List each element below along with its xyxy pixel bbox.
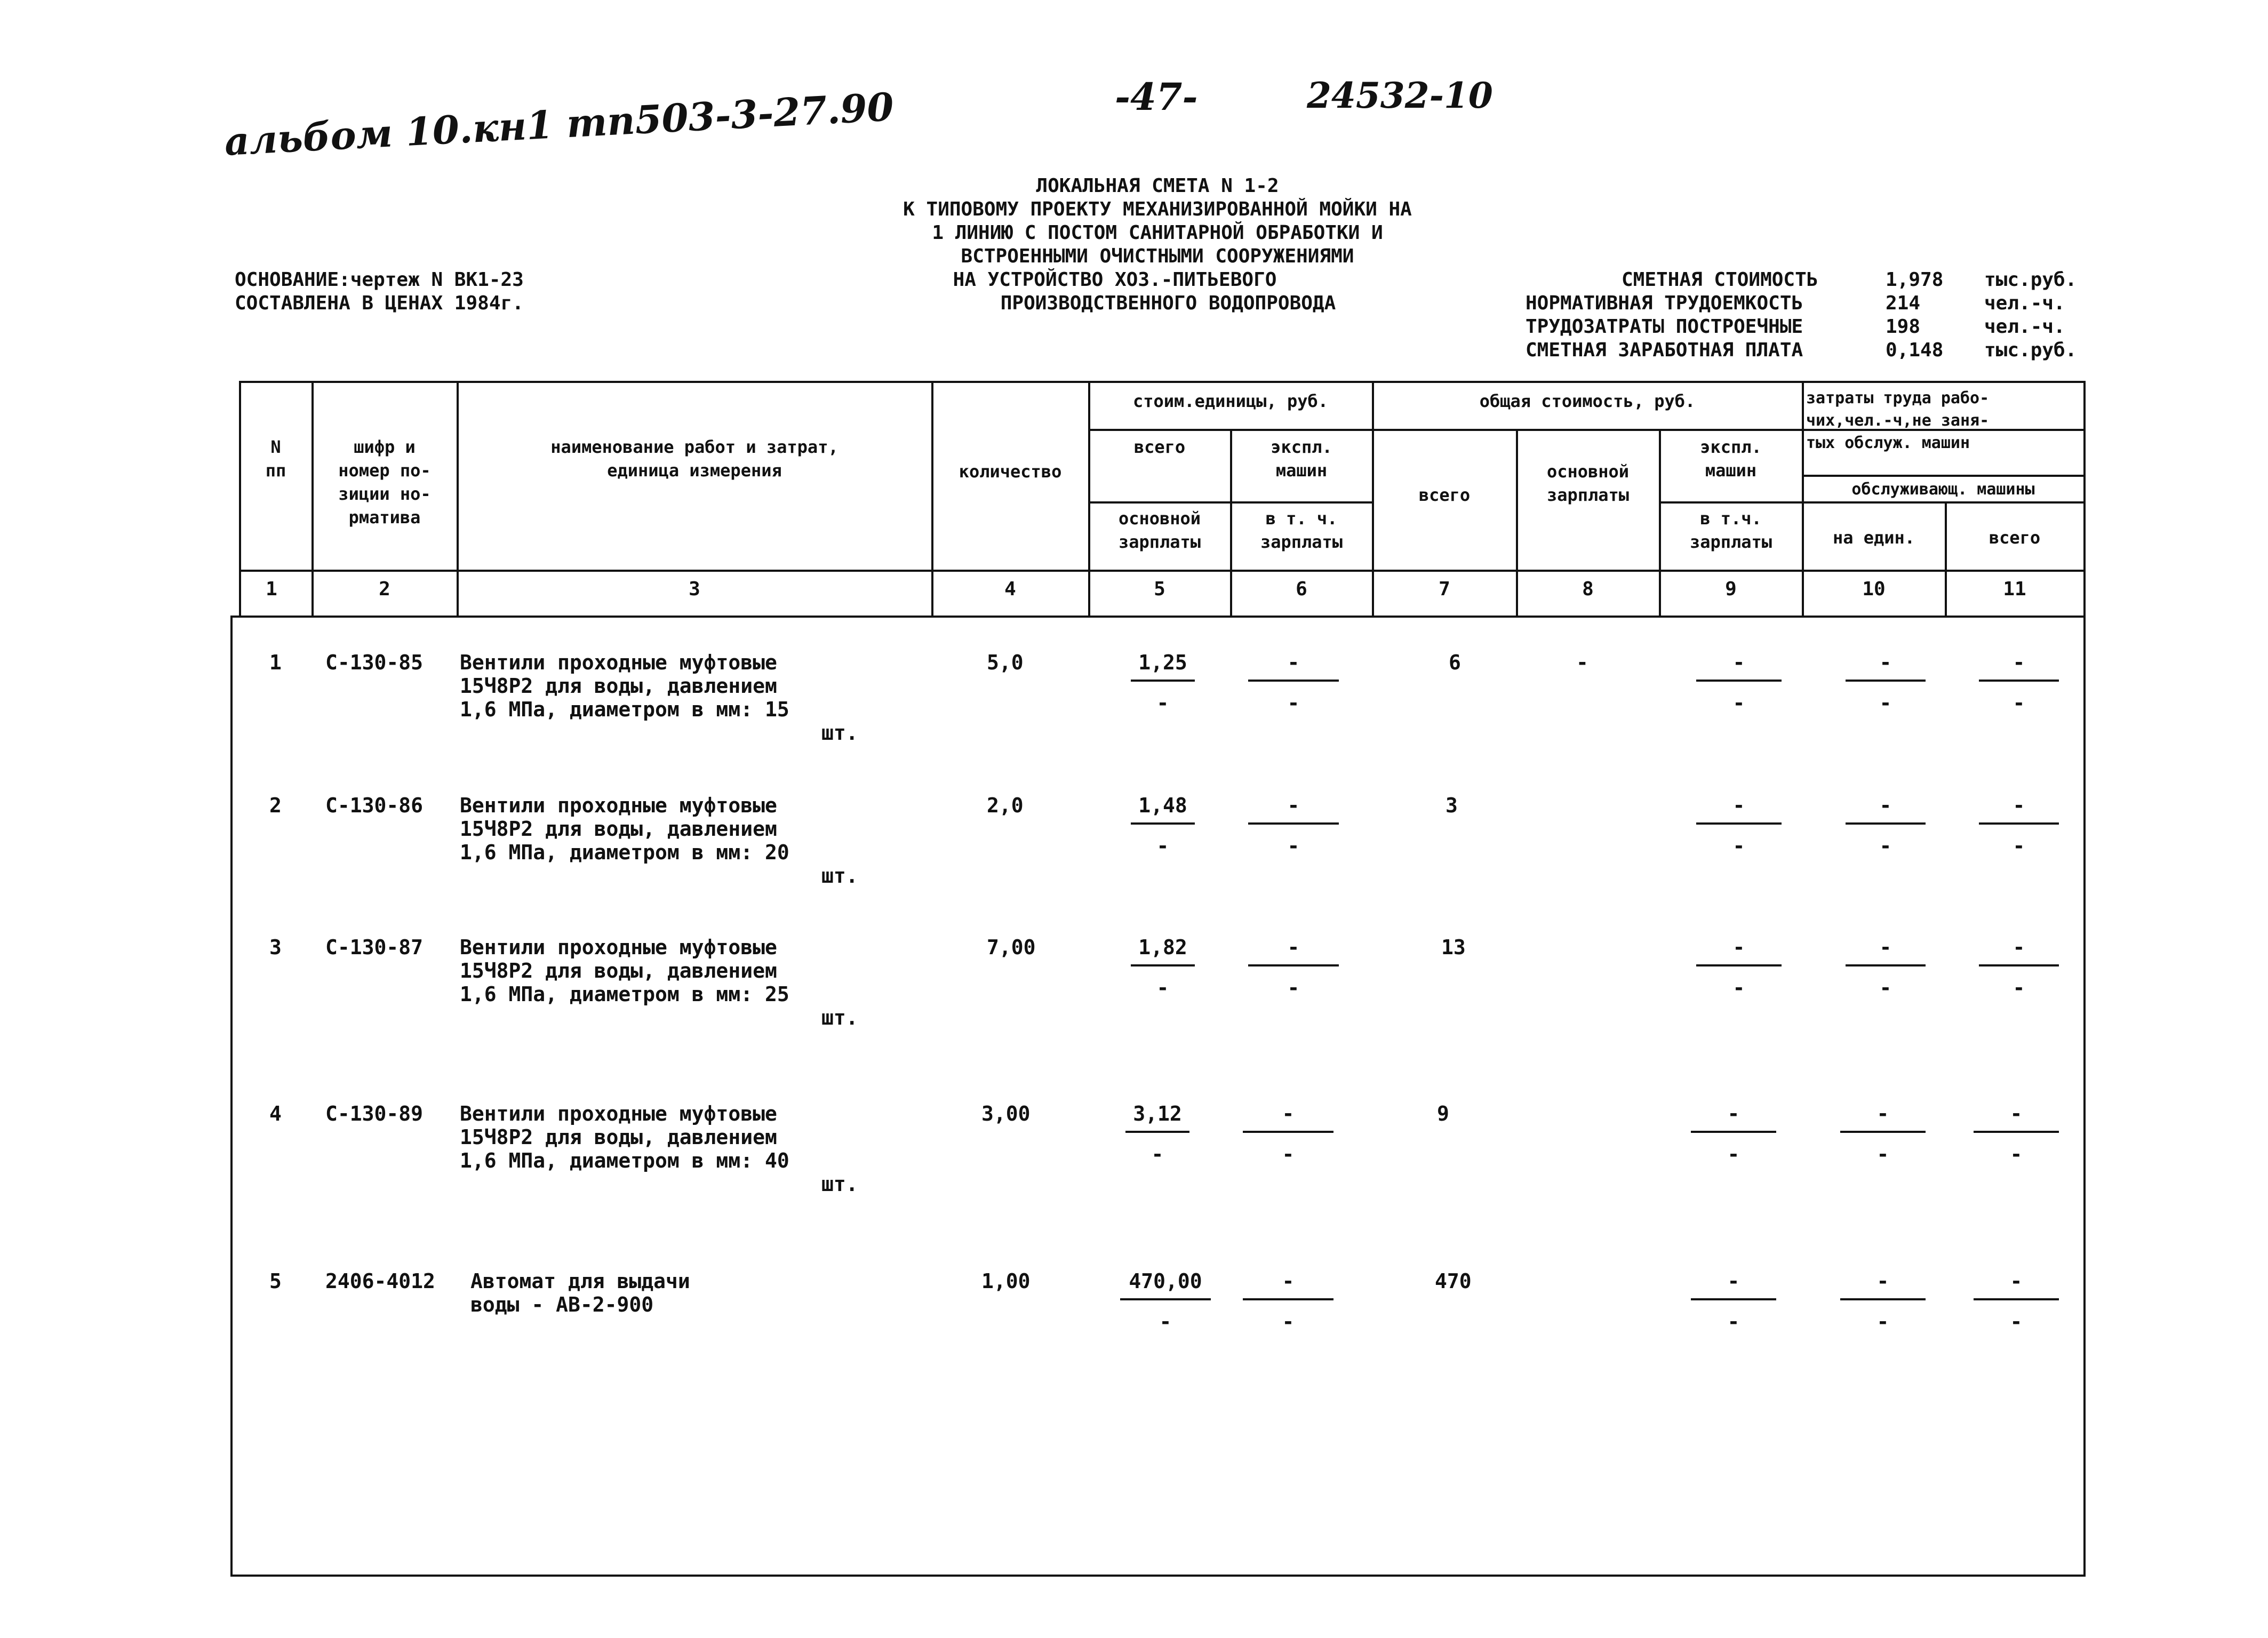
header-total-base-wage: основной зарплаты (1546, 461, 1630, 505)
row-labor-total (1979, 651, 2059, 717)
header-unit-cost-group: стоим.единицы, руб. (1132, 391, 1329, 411)
column-number: 9 (1725, 578, 1737, 600)
total-machine-wage-value: - (1727, 1142, 1740, 1166)
unit-machine-wage-value: - (1287, 976, 1300, 1000)
row-total-all: 9 (1437, 1102, 1449, 1125)
row-name-line: Автомат для выдачи (470, 1269, 690, 1293)
labor-total-value: - (2010, 1269, 2023, 1293)
unit-machine-value: - (1282, 1269, 1295, 1293)
total-machine-value: - (1727, 1102, 1740, 1125)
row-qty: 5,0 (987, 651, 1024, 674)
title-line-2: К ТИПОВОМУ ПРОЕКТУ МЕХАНИЗИРОВАННОЙ МОЙКИ НА (903, 198, 1412, 220)
total-machine-wage-value: - (1727, 1310, 1740, 1333)
row-name-line: 15Ч8Р2 для воды, давлением (460, 817, 777, 841)
row-labor-unit (1840, 1102, 1926, 1168)
row-name-line: 1,6 МПа, диаметром в мм: 20 (460, 841, 789, 864)
unit-base-wage-value: - (1151, 1142, 1164, 1166)
header-labor-total: всего (1989, 528, 2041, 548)
album-annotation: альбом 10.кн1 тп503-3-27.90 (223, 84, 895, 164)
labor-total-value: - (2013, 794, 2025, 817)
labor-unit-service-value: - (1876, 1142, 1889, 1166)
header-unit-base-wage: основной зарплаты (1118, 508, 1201, 552)
unit-total-value: 1,25 (1138, 651, 1187, 674)
unit-base-wage-value: - (1159, 1310, 1172, 1333)
header-divider (1802, 475, 2083, 477)
header-unit-total: всего (1133, 437, 1186, 457)
row-unit-cost (1131, 651, 1195, 717)
labor-unit-value: - (1876, 1102, 1889, 1125)
unit-machine-value: - (1287, 651, 1300, 674)
labor-unit-service-value: - (1879, 976, 1892, 1000)
summary-label: СМЕТНАЯ СТОИМОСТЬ (1622, 269, 1818, 291)
row-code: С-130-87 (325, 936, 424, 959)
row-unit-machine (1248, 651, 1339, 717)
unit-total-value: 1,82 (1138, 936, 1187, 959)
unit-total-value: 1,48 (1138, 794, 1187, 817)
labor-unit-service-value: - (1879, 691, 1892, 715)
header-labor-service: обслуживающ. машины (1851, 480, 2035, 499)
row-n: 3 (269, 936, 282, 959)
header-unit-machine-wage: в т. ч. зарплаты (1260, 508, 1343, 552)
row-code: С-130-85 (325, 651, 424, 674)
unit-base-wage-value: - (1156, 976, 1169, 1000)
unit-total-value: 470,00 (1129, 1269, 1202, 1293)
table-row (0, 1269, 2268, 1376)
colnum-bottom (230, 616, 2083, 618)
row-labor-unit (1846, 936, 1926, 1002)
column-number: 3 (689, 578, 700, 600)
header-labor-group: затраты труда рабо- чих,чел.-ч,не заня- тых обслуж. машин (1806, 389, 1990, 452)
labor-unit-value: - (1879, 936, 1892, 959)
row-name-line: 1,6 МПа, диаметром в мм: 25 (460, 982, 789, 1006)
column-number: 4 (1004, 578, 1016, 600)
row-code: С-130-86 (325, 794, 424, 817)
row-qty: 3,00 (981, 1102, 1031, 1125)
header-code: шифр и номер по- зиции но- рматива (338, 437, 431, 528)
total-machine-wage-value: - (1732, 834, 1745, 858)
row-labor-total (1974, 1269, 2059, 1336)
summary-value: 198 (1886, 316, 1921, 338)
summary-unit: тыс.руб. (1984, 339, 2077, 361)
header-qty: количество (959, 461, 1062, 482)
header-divider (1659, 501, 2083, 504)
summary-unit: чел.-ч. (1984, 316, 2065, 338)
table-border-left-lower (230, 616, 233, 1576)
total-machine-value: - (1727, 1269, 1740, 1293)
summary-value: 0,148 (1886, 339, 1944, 361)
basis-drawing: ОСНОВАНИЕ:чертеж N ВК1-23 (235, 269, 524, 291)
row-total-base-wage: - (1576, 651, 1588, 674)
row-name-line: 1,6 МПа, диаметром в мм: 40 (460, 1149, 789, 1172)
title-line-3: 1 ЛИНИЮ С ПОСТОМ САНИТАРНОЙ ОБРАБОТКИ И (932, 222, 1383, 244)
column-number: 8 (1582, 578, 1594, 600)
document-number: 24532-10 (1307, 75, 1493, 116)
column-number: 2 (379, 578, 390, 600)
unit-machine-value: - (1282, 1102, 1295, 1125)
total-machine-wage-value: - (1732, 691, 1745, 715)
labor-unit-value: - (1879, 651, 1892, 674)
unit-base-wage-value: - (1156, 691, 1169, 715)
labor-total-value: - (2013, 936, 2025, 959)
header-total-cost-group: общая стоимость, руб. (1479, 391, 1696, 411)
row-labor-unit (1840, 1269, 1926, 1336)
summary-unit: чел.-ч. (1984, 292, 2065, 314)
row-name-line: Вентили проходные муфтовые (460, 794, 777, 817)
row-name-line: 15Ч8Р2 для воды, давлением (460, 674, 777, 698)
header-unit-machine: экспл. машин (1271, 437, 1332, 481)
row-n: 4 (269, 1102, 282, 1125)
row-total-all: 6 (1449, 651, 1461, 674)
labor-total-value: - (2010, 1102, 2023, 1125)
row-code: 2406-4012 (325, 1269, 435, 1293)
row-name-line: 15Ч8Р2 для воды, давлением (460, 1125, 777, 1149)
total-machine-value: - (1732, 651, 1745, 674)
title-line-1: ЛОКАЛЬНАЯ СМЕТА N 1-2 (1036, 175, 1279, 197)
page-number: -47- (1115, 75, 1198, 119)
row-labor-total (1979, 936, 2059, 1002)
row-name-line: Вентили проходные муфтовые (460, 651, 777, 674)
row-total-machine (1691, 1102, 1776, 1168)
labor-total-service-value: - (2013, 976, 2025, 1000)
table-row (0, 936, 2268, 1042)
labor-total-service-value: - (2010, 1310, 2023, 1333)
row-unit: шт. (821, 1172, 858, 1196)
row-labor-unit (1846, 794, 1926, 860)
unit-machine-wage-value: - (1282, 1142, 1295, 1166)
row-n: 5 (269, 1269, 282, 1293)
row-labor-total (1979, 794, 2059, 860)
row-name-line: 1,6 МПа, диаметром в мм: 15 (460, 698, 789, 721)
unit-machine-value: - (1287, 794, 1300, 817)
row-labor-total (1974, 1102, 2059, 1168)
summary-label: ТРУДОЗАТРАТЫ ПОСТРОЕЧНЫЕ (1526, 316, 1803, 338)
row-unit: шт. (821, 1006, 858, 1029)
header-n: N пп (265, 437, 286, 481)
unit-machine-wage-value: - (1287, 834, 1300, 858)
labor-unit-value: - (1876, 1269, 1889, 1293)
row-n: 1 (269, 651, 282, 674)
header-total-all: всего (1418, 485, 1471, 505)
total-machine-wage-value: - (1732, 976, 1745, 1000)
summary-value: 1,978 (1886, 269, 1944, 291)
row-unit: шт. (821, 721, 858, 745)
labor-total-value: - (2013, 651, 2025, 674)
column-number: 10 (1862, 578, 1886, 600)
row-unit: шт. (821, 864, 858, 888)
table-row (0, 1102, 2268, 1209)
row-total-machine (1691, 1269, 1776, 1336)
row-qty: 1,00 (981, 1269, 1031, 1293)
basis-prices: СОСТАВЛЕНА В ЦЕНАХ 1984г. (235, 292, 524, 314)
summary-unit: тыс.руб. (1984, 269, 2077, 291)
row-unit-machine (1248, 936, 1339, 1002)
row-unit-cost (1131, 936, 1195, 1002)
header-total-machine: экспл. машин (1700, 437, 1762, 481)
total-machine-value: - (1732, 936, 1745, 959)
title-line-6: ПРОИЗВОДСТВЕННОГО ВОДОПРОВОДА (1000, 292, 1336, 314)
unit-total-value: 3,12 (1133, 1102, 1182, 1125)
row-total-machine (1696, 651, 1782, 717)
row-code: С-130-89 (325, 1102, 424, 1125)
summary-label: СМЕТНАЯ ЗАРАБОТНАЯ ПЛАТА (1526, 339, 1803, 361)
column-number: 5 (1154, 578, 1165, 600)
total-machine-value: - (1732, 794, 1745, 817)
row-name-line: Вентили проходные муфтовые (460, 1102, 777, 1125)
summary-label: НОРМАТИВНАЯ ТРУДОЕМКОСТЬ (1526, 292, 1803, 314)
row-n: 2 (269, 794, 282, 817)
title-line-4: ВСТРОЕННЫМИ ОЧИСТНЫМИ СООРУЖЕНИЯМИ (961, 245, 1354, 267)
labor-total-service-value: - (2013, 834, 2025, 858)
column-number: 11 (2003, 578, 2026, 600)
unit-machine-wage-value: - (1282, 1310, 1295, 1333)
row-name-line: воды - АВ-2-900 (470, 1293, 654, 1316)
row-qty: 7,00 (987, 936, 1036, 959)
table-row (0, 651, 2268, 757)
row-unit-machine (1248, 794, 1339, 860)
column-number: 7 (1439, 578, 1450, 600)
labor-unit-service-value: - (1879, 834, 1892, 858)
row-name-line: Вентили проходные муфтовые (460, 936, 777, 959)
unit-machine-value: - (1287, 936, 1300, 959)
column-number: 1 (266, 578, 277, 600)
row-total-all: 13 (1441, 936, 1466, 959)
labor-total-service-value: - (2013, 691, 2025, 715)
labor-total-service-value: - (2010, 1142, 2023, 1166)
table-border-top (239, 381, 2086, 383)
labor-unit-service-value: - (1876, 1310, 1889, 1333)
header-labor-per-unit: на един. (1832, 528, 1915, 548)
unit-machine-wage-value: - (1287, 691, 1300, 715)
row-total-machine (1696, 794, 1782, 860)
row-name-line: 15Ч8Р2 для воды, давлением (460, 959, 777, 982)
unit-base-wage-value: - (1156, 834, 1169, 858)
row-total-all: 3 (1446, 794, 1458, 817)
summary-value: 214 (1886, 292, 1921, 314)
row-unit-machine (1243, 1269, 1333, 1336)
labor-unit-value: - (1879, 794, 1892, 817)
header-total-machine-wage: в т.ч. зарплаты (1689, 508, 1772, 552)
row-total-all: 470 (1435, 1269, 1472, 1293)
row-unit-cost (1131, 794, 1195, 860)
row-unit-cost (1120, 1269, 1211, 1336)
title-line-5: НА УСТРОЙСТВО ХОЗ.-ПИТЬЕВОГО (953, 269, 1277, 291)
table-border-bottom (230, 1575, 2086, 1577)
header-bottom (239, 570, 2083, 572)
header-name: наименование работ и затрат, единица измерения (550, 437, 838, 481)
row-unit-machine (1243, 1102, 1333, 1168)
row-qty: 2,0 (987, 794, 1024, 817)
column-number: 6 (1296, 578, 1307, 600)
row-labor-unit (1846, 651, 1926, 717)
table-row (0, 794, 2268, 900)
row-total-machine (1696, 936, 1782, 1002)
row-unit-cost (1125, 1102, 1189, 1168)
